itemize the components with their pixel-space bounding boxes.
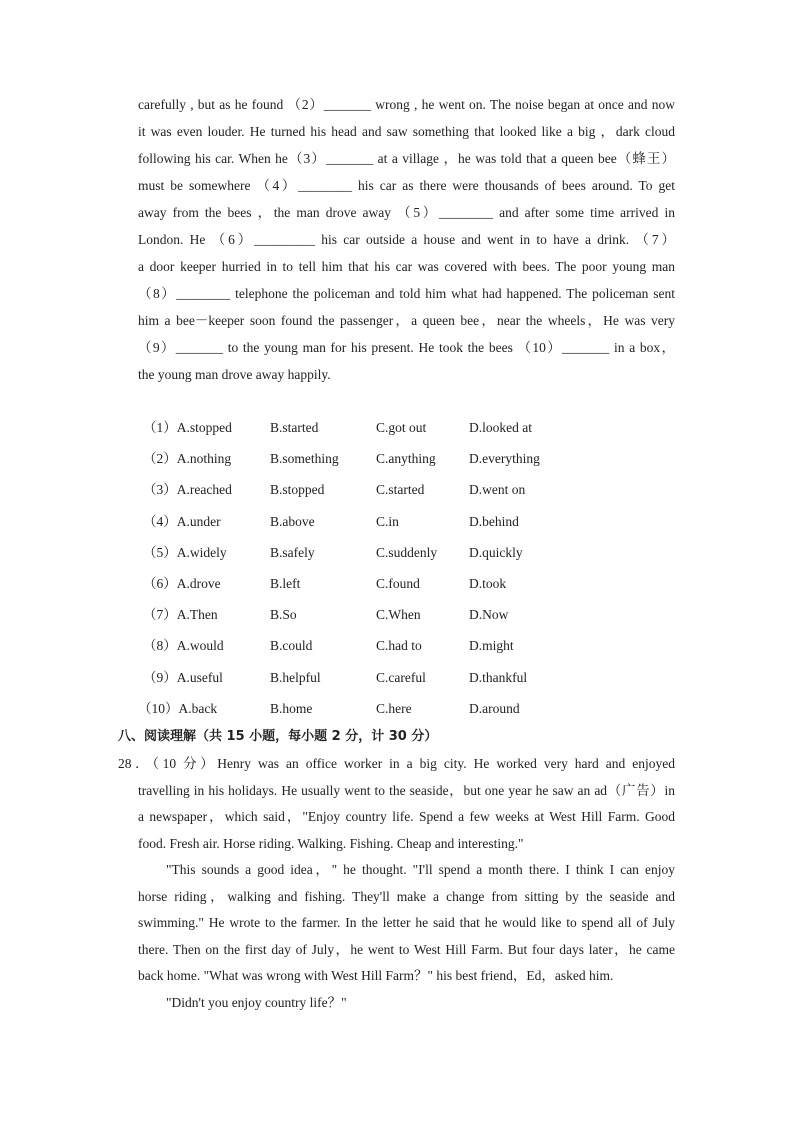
option-a-text: A.would	[176, 638, 224, 654]
option-row	[143, 506, 573, 537]
option-a	[143, 630, 224, 661]
option-a	[143, 412, 232, 443]
option-row	[143, 474, 573, 505]
passage-line: a door keeper hurried in to tell him that his car was covered with bees. The poor young man	[138, 259, 675, 274]
option-a	[143, 662, 223, 693]
passage-line: （8）________ telephone the policeman and told him what had happened. The policeman sent	[138, 286, 675, 301]
option-a	[143, 474, 232, 505]
option-b: B.home	[270, 700, 313, 716]
question-line: food. Fresh air. Horse riding. Walking. Fishing. Cheap and interesting."	[138, 835, 524, 851]
passage-line: carefully , but as he found （2）_______ wrong , he went on. The noise began at once and now	[138, 97, 675, 112]
question-line: swimming." He wrote to the farmer. In the letter he said that he would like to spend all of July	[138, 915, 675, 930]
passage-line: London. He （6）_________ his car outside a house and went in to have a drink. （7）	[138, 232, 675, 247]
option-d: D.might	[469, 638, 514, 654]
option-b: B.safely	[270, 544, 315, 560]
option-d: D.thankful	[469, 669, 528, 685]
option-c: C.in	[376, 513, 399, 529]
option-a	[143, 506, 221, 537]
option-c: C.started	[376, 482, 425, 498]
question-line: "This sounds a good idea，" he thought. "I'll spend a month there. I think I can enjoy	[166, 862, 675, 877]
question-line: there. Then on the first day of July，he went to West Hill Farm. But four days later，he came	[138, 941, 675, 957]
option-a-text: A.under	[176, 513, 221, 529]
option-row	[138, 693, 573, 724]
passage-line: him a bee－keeper soon found the passenger，a queen bee，near the wheels，He was very	[138, 313, 675, 328]
option-row	[143, 412, 573, 443]
question-number: （8）	[143, 638, 177, 654]
option-c: C.here	[376, 700, 412, 716]
option-a-text: A.stopped	[176, 420, 232, 435]
option-a-text: A.back	[178, 700, 218, 716]
option-d: D.around	[469, 700, 520, 716]
option-b: B.started	[270, 420, 319, 435]
option-a	[143, 443, 231, 474]
passage-line: following his car. When he（3）_______ at a village ，he was told that a queen bee（蜂王）	[138, 151, 675, 166]
option-row	[143, 599, 573, 630]
option-c: C.found	[376, 575, 420, 591]
passage-line: the young man drove away happily.	[138, 367, 331, 382]
question-number: （5）	[143, 544, 177, 560]
question-number: （4）	[143, 513, 177, 529]
option-row	[143, 443, 573, 474]
question-number: （1）	[143, 420, 177, 435]
option-d: D.looked at	[469, 420, 532, 435]
option-d: D.took	[469, 575, 507, 591]
question-number: （9）	[143, 669, 177, 685]
question-line: "Didn't you enjoy country life？"	[166, 994, 347, 1010]
option-b: B.helpful	[270, 669, 321, 685]
option-row	[143, 630, 573, 661]
option-c: C.had to	[376, 638, 422, 654]
passage-line: （9）_______ to the young man for his present. He took the bees （10）_______ in a box，	[138, 340, 675, 355]
question-line: horse riding，walking and fishing. They'll make a change from sitting by the seaside and	[138, 888, 675, 904]
option-d: D.Now	[469, 607, 509, 623]
option-row	[143, 537, 573, 568]
option-a-text: A.nothing	[176, 451, 232, 467]
option-a	[143, 568, 221, 599]
option-b: B.something	[270, 451, 339, 467]
option-a-text: A.widely	[176, 544, 227, 560]
question-number: （7）	[143, 607, 177, 623]
option-d: D.behind	[469, 513, 519, 529]
option-row	[143, 568, 573, 599]
answer-options	[138, 412, 573, 724]
question-number: （6）	[143, 575, 177, 591]
question-number: （3）	[143, 482, 177, 498]
option-c: C.anything	[376, 451, 436, 467]
cloze-passage	[138, 91, 675, 388]
passage-line: it was even louder. He turned his head and saw something that looked like a big ，dark cloud	[138, 124, 675, 139]
option-b: B.above	[270, 513, 315, 529]
question-number: （10）	[138, 700, 179, 716]
option-c: C.careful	[376, 669, 426, 685]
question-28	[118, 751, 675, 1016]
option-d: D.quickly	[469, 544, 523, 560]
option-b: B.could	[270, 638, 313, 654]
option-a-text: A.reached	[176, 482, 232, 498]
option-b: B.So	[270, 607, 297, 623]
question-line: back home. "What was wrong with West Hill Farm？" his best friend，Ed，asked him.	[138, 968, 614, 983]
option-a-text: A.Then	[176, 607, 218, 623]
question-line: travelling in his holidays. He usually went to the seaside，but one year he saw an ad（广告）in	[138, 782, 675, 798]
option-b: B.stopped	[270, 482, 325, 498]
option-b: B.left	[270, 575, 301, 591]
option-d: D.everything	[469, 451, 540, 467]
option-a-text: A.drove	[176, 575, 221, 591]
option-row	[143, 662, 573, 693]
option-a	[138, 693, 217, 724]
passage-line: must be somewhere （4）________ his car as there were thousands of bees around. To get	[138, 178, 675, 193]
option-c: C.got out	[376, 420, 427, 435]
passage-line: away from the bees ，the man drove away （5）________ and after some time arrived in	[138, 205, 675, 220]
option-a-text: A.useful	[176, 669, 223, 685]
option-a	[143, 599, 218, 630]
question-line: a newspaper，which said，"Enjoy country life. Spend a few weeks at West Hill Farm. Good	[138, 809, 675, 824]
option-a	[143, 537, 227, 568]
question-number: （2）	[143, 451, 177, 467]
option-c: C.suddenly	[376, 544, 438, 560]
option-c: C.When	[376, 607, 421, 623]
option-d: D.went on	[469, 482, 526, 498]
question-line: 28．（10 分）Henry was an office worker in a big city. He worked very hard and enjoyed	[118, 756, 675, 771]
section-title: 八、阅读理解（共 15 小题，每小题 2 分，计 30 分）	[118, 729, 438, 744]
